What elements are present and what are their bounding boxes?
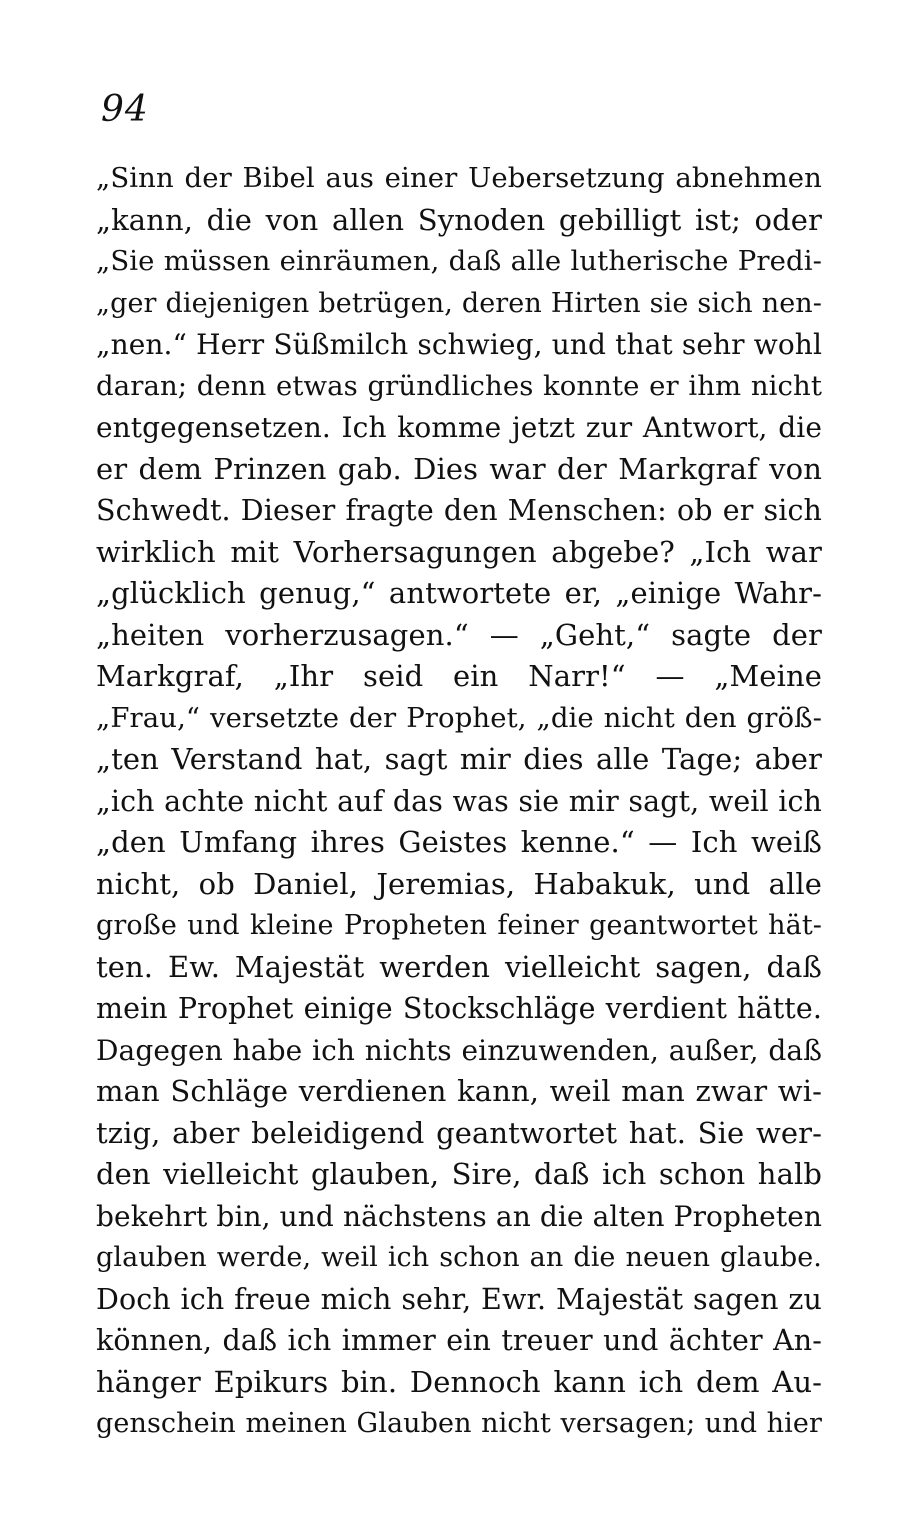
- text-line: mein Prophet einige Stockschläge verdient hätte.: [96, 992, 822, 1025]
- text-line: „nen.“ Herr Süßmilch schwieg, und that sehr wohl: [96, 328, 822, 361]
- page-number: 94: [101, 89, 149, 130]
- text-line: wirklich mit Vorhersagungen abgebe? „Ich war: [96, 534, 822, 569]
- text-line: nicht, ob Daniel, Jeremias, Habakuk, und alle: [96, 866, 822, 901]
- text-line: Dagegen habe ich nichts einzuwenden, außer, daß: [96, 1033, 822, 1067]
- text-line: Schwedt. Dieser fragte den Menschen: ob er sich: [96, 494, 822, 527]
- text-line: den vielleicht glauben, Sire, daß ich schon halb: [96, 1157, 822, 1191]
- text-line: man Schläge verdienen kann, weil man zwar wi-: [96, 1074, 822, 1108]
- text-line: glauben werde, weil ich schon an die neuen glaube.: [96, 1242, 822, 1273]
- text-line: „ich achte nicht auf das was sie mir sagt, weil ich: [96, 784, 822, 818]
- text-line: daran; denn etwas gründliches konnte er ihm nicht: [96, 369, 822, 402]
- text-line: bekehrt bin, und nächstens an die alten Propheten: [96, 1199, 822, 1233]
- text-line: „den Umfang ihres Geistes kenne.“ — Ich weiß: [96, 825, 822, 859]
- text-line: können, daß ich immer ein treuer und ächter An-: [96, 1324, 822, 1357]
- text-line: ten. Ew. Majestät werden vielleicht sagen, daß: [96, 949, 822, 984]
- text-line: entgegensetzen. Ich komme jetzt zur Antwort, die: [96, 411, 822, 444]
- text-line: „ten Verstand hat, sagt mir dies alle Tage; aber: [96, 742, 822, 776]
- body-text: [96, 158, 822, 1445]
- text-line: Doch ich freue mich sehr, Ewr. Majestät sagen zu: [96, 1282, 822, 1316]
- text-line: „Sie müssen einräumen, daß alle lutherische Predi-: [96, 245, 822, 277]
- text-line: „Frau,“ versetzte der Prophet, „die nicht den größ-: [96, 701, 822, 734]
- text-line: „Sinn der Bibel aus einer Uebersetzung abnehmen: [96, 162, 822, 194]
- text-line: genschein meinen Glauben nicht versagen; und hier: [96, 1408, 822, 1439]
- text-line: hänger Epikurs bin. Dennoch kann ich dem Au-: [96, 1364, 822, 1399]
- text-line: „ger diejenigen betrügen, deren Hirten sie sich nen-: [96, 287, 822, 319]
- text-line: tzig, aber beleidigend geantwortet hat. Sie wer-: [96, 1115, 822, 1150]
- text-line: er dem Prinzen gab. Dies war der Markgraf von: [96, 451, 822, 486]
- text-line: „kann, die von allen Synoden gebilligt ist; oder: [96, 202, 822, 237]
- text-line: „glücklich genug,“ antwortete er, „einige Wahr-: [96, 576, 822, 610]
- text-line: „heiten vorherzusagen.“ — „Geht,“ sagte der: [96, 617, 822, 652]
- text-line: Markgraf, „Ihr seid ein Narr!“ — „Meine: [96, 659, 822, 693]
- text-line: große und kleine Propheten feiner geantwortet hät-: [96, 910, 822, 941]
